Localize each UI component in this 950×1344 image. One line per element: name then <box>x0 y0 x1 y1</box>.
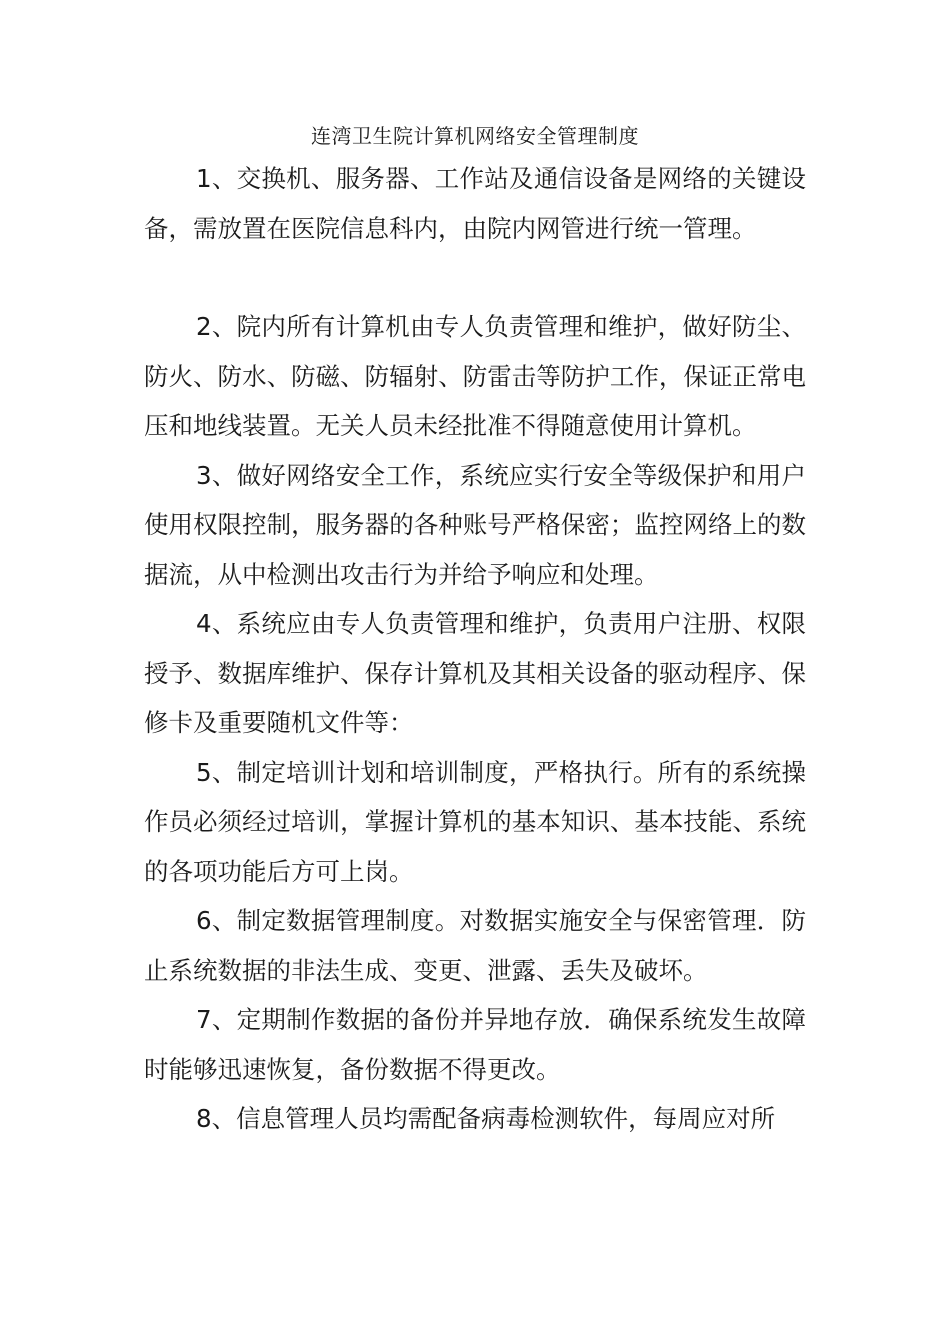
paragraph-4: 4、系统应由专人负责管理和维护，负责用户注册、权限授予、数据库维护、保存计算机及其相关设备的驱动程序、保修卡及重要随机文件等： <box>144 609 806 737</box>
paragraph-5: 5、制定培训计划和培训制度，严格执行。所有的系统操作员必须经过培训，掌握计算机的基本知识、基本技能、系统的各项功能后方可上岗。 <box>144 757 806 886</box>
paragraph-1: 1、交换机、服务器、工作站及通信设备是网络的关键设备，需放置在医院信息科内，由院内网管进行统一管理。 <box>144 164 806 243</box>
paragraph-3: 3、做好网络安全工作，系统应实行安全等级保护和用户使用权限控制，服务器的各种账号严格保密；监控网络上的数据流，从中检测出攻击行为并给予响应和处理。 <box>144 460 806 589</box>
document-body <box>144 154 806 1144</box>
paragraph-6: 6、制定数据管理制度。对数据实施安全与保密管理．防止系统数据的非法生成、变更、泄露、丢失及破坏。 <box>144 906 806 985</box>
paragraph-2: 2、院内所有计算机由专人负责管理和维护，做好防尘、防火、防水、防磁、防辐射、防雷击等防护工作，保证正常电压和地线装置。无关人员未经批准不得随意使用计算机。 <box>144 312 806 440</box>
document-title: 连湾卫生院计算机网络安全管理制度 <box>311 124 639 148</box>
paragraph-8: 8、信息管理人员均需配备病毒检测软件，每周应对所 <box>196 1104 776 1133</box>
paragraph-7: 7、定期制作数据的备份并异地存放．确保系统发生故障时能够迅速恢复，备份数据不得更改。 <box>144 1005 806 1084</box>
